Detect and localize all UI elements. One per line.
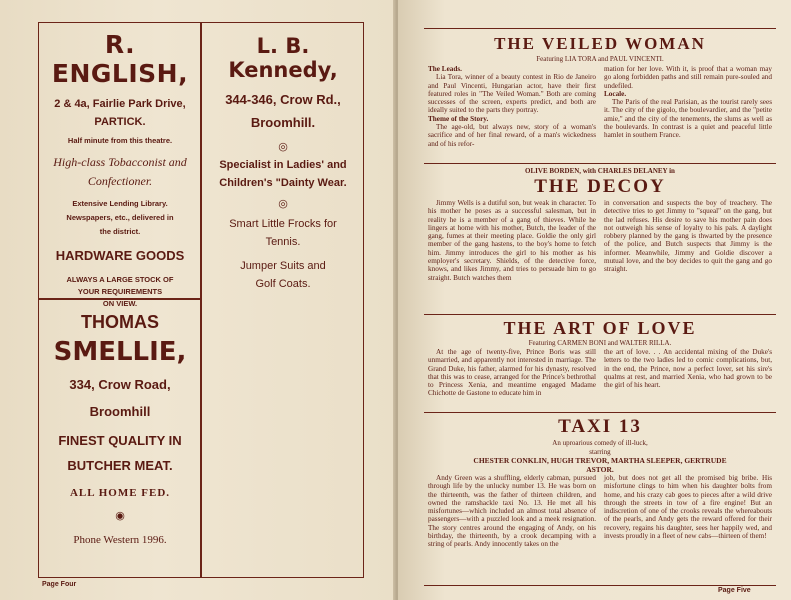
taxi-title: TAXI 13 — [558, 416, 642, 437]
decoy-title: THE DECOY — [534, 176, 666, 197]
smellie-line-3: ALL HOME FED. — [69, 487, 171, 499]
taxi-text-1: Andy Green was a shuffling, elderly cabman, pursued through life by the unlucky number 13. He was born on the thirteenth, was the father of thirteen children, and owned the ramshackle taxi No. 13. He met all his misfortunes—which included an almost total absence of passengers—with a puzzled look and a meek resignation. The story centres around the engaging of Andy, on his birthday, the thirteenth, by a crook decamping with a string of pearls. Andy innocently takes on the — [428, 474, 596, 549]
english-line-1: High-class Tobacconist and — [53, 155, 187, 169]
smellie-name-1: THOMAS — [81, 312, 159, 332]
smellie-phone: Phone Western 1996. — [73, 534, 167, 546]
english-ad — [38, 26, 202, 308]
veiled-heading-leads: The Leads. — [428, 65, 462, 73]
english-line-5: the district. — [99, 227, 141, 236]
ornament-icon: ◉ — [115, 510, 125, 522]
english-line-3: Extensive Lending Library. — [72, 199, 168, 208]
english-line-4: Newspapers, etc., delivered in — [66, 213, 174, 222]
smellie-line-1: FINEST QUALITY IN — [58, 433, 182, 448]
veiled-heading-locale: Locale. — [604, 89, 627, 98]
love-title: THE ART OF LOVE — [503, 318, 697, 338]
english-address-2: PARTICK. — [94, 116, 146, 128]
kennedy-line-2: Children's "Dainty Wear. — [219, 177, 347, 189]
decoy-col-1 — [428, 199, 596, 282]
english-address-1: 2 & 4a, Fairlie Park Drive, — [54, 98, 186, 110]
veiled-title: THE VEILED WOMAN — [494, 34, 706, 53]
decoy-text-1: Jimmy Wells is a dutiful son, but weak in character. To his mother he poses as a successful salesman, but in reality he is a member of a gang of thieves. While he lingers at home with his mother, Butch, the leader of the gang, fumes at their meeting place. Goldie the only girl member of the gang hastens, to the boy's home to fetch him. Jimmy introduces the girl to his mother as his employer's secretary. Shields, of the detective force, knows, and likes Jimmy, and tries to persuade him to go straight. Butch watches them — [428, 199, 596, 282]
taxi-col-2 — [604, 474, 772, 540]
english-stock-3: ON VIEW. — [102, 299, 138, 308]
taxi-cast-2: ASTOR. — [586, 465, 614, 474]
smellie-ad — [38, 302, 202, 546]
ornament-icon: ◎ — [278, 141, 288, 153]
english-name: R. ENGLISH, — [51, 30, 189, 88]
kennedy-line-3: Smart Little Frocks for — [229, 218, 337, 230]
smellie-line-2: BUTCHER MEAT. — [67, 458, 173, 473]
english-line-2: Confectioner. — [87, 174, 153, 188]
section-rule — [424, 314, 776, 315]
kennedy-line-6: Golf Coats. — [255, 278, 311, 290]
section-rule — [424, 163, 776, 164]
decoy-featuring: OLIVE BORDEN, with CHARLES DELANEY in — [525, 167, 675, 175]
decoy-col-2 — [604, 199, 772, 274]
kennedy-line-1: Specialist in Ladies' and — [219, 159, 347, 171]
love-col-1 — [428, 348, 596, 398]
love-text-2: the art of love. . . An accidental mixing of the Duke's letters to the two ladies led to comic complications, but, in the end, the Prince, now a perfect lover, set his sire's qualms at rest, and married Xenia, who had grown to be the girl of his heart. — [604, 348, 772, 390]
love-text-1: At the age of twenty-five, Prince Boris was still unmarried, and apparently not interested in marriage. The Grand Duke, his father, alarmed for his dynasty, resolved that this was to cease, arranged for the Prince's bethrothal to Princess Xenia, and meantime engaged Madame Chichotte de Gastone to educate him in — [428, 348, 596, 398]
english-hardware: HARDWARE GOODS — [55, 248, 185, 263]
love-col-2 — [604, 348, 772, 389]
taxi-starring: starring — [589, 448, 611, 456]
section-rule — [424, 412, 776, 413]
veiled-text-leads: Lia Tora, winner of a beauty contest in Rio de Janeiro and Paul Vincenti, Hungarian actor, have their first featured roles in "The Veiled Woman." Both are coming successes of the screen, experts predict, and both are ideally suited to the parts they portray. — [428, 73, 596, 115]
veiled-featuring: Featuring LIA TORA and PAUL VINCENTI. — [536, 55, 664, 63]
veiled-col-2 — [604, 65, 772, 140]
kennedy-ad — [202, 26, 364, 290]
taxi-cast-1: CHESTER CONKLIN, HUGH TREVOR, MARTHA SLEEPER, GERTRUDE — [473, 456, 727, 465]
ornament-icon: ◎ — [278, 198, 288, 210]
kennedy-line-4: Tennis. — [265, 236, 301, 248]
smellie-address-2: Broomhill — [89, 404, 151, 419]
love-featuring: Featuring CARMEN BONI and WALTER RILLA. — [528, 339, 672, 347]
veiled-col-1 — [428, 65, 596, 148]
english-stock-1: ALWAYS A LARGE STOCK OF — [66, 275, 174, 284]
smellie-name-2: SMELLIE, — [53, 337, 187, 367]
page-number-left: Page Four — [42, 581, 77, 588]
taxi-col-1 — [428, 474, 596, 549]
veiled-heading-theme: Theme of the Story. — [428, 114, 489, 123]
veiled-text-theme: The age-old, but always new, story of a woman's sacrifice and of her final reward, of a man's wickedness and of his refor- — [428, 123, 596, 148]
smellie-address-1: 334, Crow Road, — [69, 377, 171, 392]
english-stock-2: YOUR REQUIREMENTS — [77, 287, 163, 296]
veiled-text-love: mation for her love. With it, is proof that a woman may go along forbidden paths and still remain pure-souled and undefiled. — [604, 65, 772, 90]
decoy-text-2: in conversation and suspects the boy of treachery. The detective tries to get Jimmy to "squeal" on the gang, but the lad refuses. His desire to save his mother pain does not outweigh his sense of loyalty to his pals. A daylight robbery planned by the gang is thwarted by the presence of the police, and Butch suspects that Jimmy is the informer. Meanwhile, Jimmy and Goldie discover a mutual love, and the boy decides to quit the gang and go straight. — [604, 199, 772, 274]
kennedy-line-5: Jumper Suits and — [240, 260, 326, 272]
english-note: Half minute from this theatre. — [67, 136, 173, 145]
taxi-text-2: job, but does not get all the promised big bribe. His misfortune clings to him when his daughter bolts from home, and his crazy cab goes to pieces after a wild drive through the streets in tow of a fire engine! But an indiscretion of one of the crooks reveals the whereabouts of the pearls, and Andy gets the reward offered for their recovery, regains his daughter, sees her happily wed, and invests proudly in a fleet of new cabs—thirteen of them! — [604, 474, 772, 541]
kennedy-address-2: Broomhill. — [250, 115, 316, 130]
kennedy-address-1: 344-346, Crow Rd., — [225, 92, 341, 107]
kennedy-name: L. B. Kennedy, — [228, 34, 338, 82]
taxi-sub: An uproarious comedy of ill-luck, — [552, 439, 648, 447]
veiled-text-locale: The Paris of the real Parisian, as the tourist rarely sees it. The city of the gigolo, the boulevardier, and the "petite amie," and the city of the tenements, the slums as well as the boulevards. In contrast is a quiet and peaceful little hamlet in southern France. — [604, 98, 772, 140]
page-number-right: Page Five — [718, 587, 751, 594]
